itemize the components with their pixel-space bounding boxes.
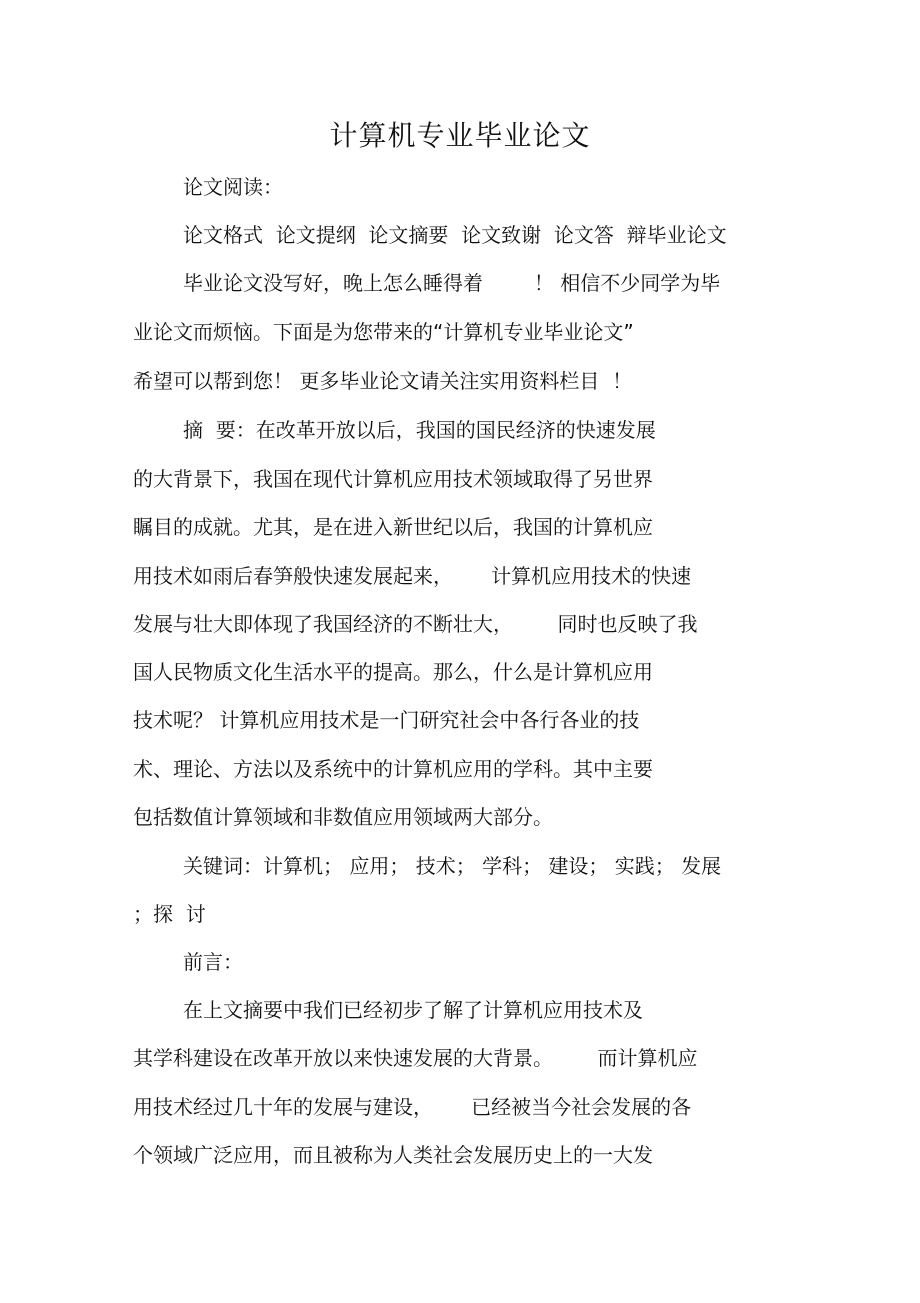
- abstract-paragraph-line: 摘 要：在改革开放以后，我国的国民经济的快速发展: [183, 418, 656, 442]
- abstract-paragraph-line: 瞩目的成就。尤其，是在进入新世纪以后，我国的计算机应: [133, 515, 653, 539]
- preface-paragraph-line: 在上文摘要中我们已经初步了解了计算机应用技术及: [183, 998, 643, 1022]
- keywords-line: 关键词：计算机； 应用； 技术； 学科； 建设； 实践； 发展: [183, 854, 722, 878]
- abstract-paragraph-line: 发展与壮大即体现了我国经济的不断壮大， 同时也反映了我: [133, 612, 698, 636]
- abstract-paragraph-line: 技术呢？ 计算机应用技术是一门研究社会中各行各业的技: [133, 708, 640, 732]
- abstract-paragraph-line: 术、理论、方法以及系统中的计算机应用的学科。其中主要: [133, 757, 653, 781]
- intro-paragraph-line: 希望可以帮到您！ 更多毕业论文请关注实用资料栏目 ！: [133, 369, 633, 393]
- preface-heading: 前言：: [183, 950, 243, 974]
- preface-paragraph-line: 个领域广泛应用，而且被称为人类社会发展历史上的一大发: [133, 1143, 653, 1167]
- abstract-paragraph-line: 用技术如雨后春笋般快速发展起来， 计算机应用技术的快速: [133, 564, 692, 588]
- abstract-paragraph-line: 国人民物质文化生活水平的提高。那么，什么是计算机应用: [133, 660, 653, 684]
- abstract-paragraph-line: 的大背景下，我国在现代计算机应用技术领域取得了另世界: [133, 467, 653, 491]
- keywords-line: ；探 讨: [133, 902, 206, 926]
- intro-paragraph-line: 毕业论文没写好，晚上怎么睡得着 ！ 相信不少同学为毕: [183, 271, 721, 295]
- document-title: 计算机专业毕业论文: [329, 119, 591, 152]
- reading-label: 论文阅读：: [183, 175, 283, 199]
- preface-paragraph-line: 其学科建设在改革开放以来快速发展的大背景。 而计算机应: [133, 1046, 698, 1070]
- article-category-links: 论文格式 论文提纲 论文摘要 论文致谢 论文答 辩毕业论文: [183, 223, 727, 247]
- intro-paragraph-line: 业论文而烦恼。下面是为您带来的“计算机专业毕业论文”: [133, 320, 634, 344]
- preface-paragraph-line: 用技术经过几十年的发展与建设， 已经被当今社会发展的各: [133, 1095, 692, 1119]
- abstract-paragraph-line: 包括数值计算领域和非数值应用领域两大部分。: [133, 805, 553, 829]
